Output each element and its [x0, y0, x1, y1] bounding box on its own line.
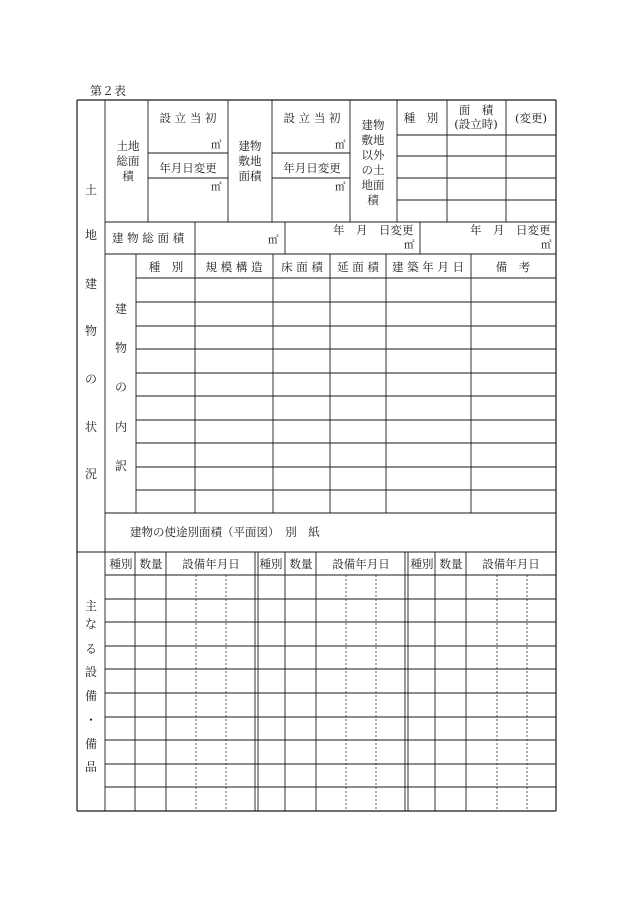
- land-initial-unit: ㎡: [211, 139, 222, 151]
- other-land-area-subheader: (設立時): [454, 117, 498, 131]
- usage-area-note: 建物の使途別面積（平面図） 別 紙: [130, 525, 320, 539]
- equip-header-qty-1: 数量: [139, 557, 163, 571]
- building-site-area-label: 建物 敷地 面積: [238, 139, 262, 183]
- building-total-change-2-unit: ㎡: [541, 239, 552, 251]
- details-header-scale: 規 模 構 造: [205, 260, 263, 274]
- building-total-area-label: 建 物 総 面 積: [112, 231, 185, 245]
- site-initial-label: 設 立 当 初: [283, 111, 341, 125]
- equip-header-date-3: 設備年月日: [482, 557, 540, 571]
- site-change-label: 年月日変更: [283, 161, 341, 175]
- details-header-kind: 種 別: [148, 260, 184, 274]
- other-land-area-label: 建物 敷地 以外 の土 地面 積: [361, 118, 385, 207]
- building-total-change-1-unit: ㎡: [404, 239, 415, 251]
- land-initial-label: 設 立 当 初: [159, 111, 217, 125]
- land-total-area-label: 土地 総面 積: [116, 139, 140, 183]
- equip-header-kind-1: 種別: [109, 557, 133, 571]
- building-total-change-2: 年 月 日変更: [470, 223, 551, 237]
- details-header-built-date: 建 築 年 月 日: [391, 260, 465, 274]
- building-total-change-1: 年 月 日変更: [333, 223, 414, 237]
- site-initial-unit: ㎡: [335, 139, 346, 151]
- form-number: 第２表: [90, 84, 127, 98]
- other-land-kind-header: 種 別: [403, 111, 439, 125]
- other-land-area-header: 面 積: [458, 103, 494, 117]
- equip-header-kind-3: 種別: [410, 557, 434, 571]
- equip-header-date-1: 設備年月日: [182, 557, 240, 571]
- land-change-unit: ㎡: [211, 181, 222, 193]
- equip-header-qty-3: 数量: [439, 557, 463, 571]
- site-change-unit: ㎡: [335, 181, 346, 193]
- building-total-area-unit: ㎡: [268, 234, 279, 246]
- details-header-total-area: 延 面 積: [337, 260, 379, 274]
- land-change-label: 年月日変更: [159, 161, 217, 175]
- details-header-remarks: 備 考: [495, 260, 531, 274]
- equip-header-qty-2: 数量: [289, 557, 313, 571]
- equip-header-date-2: 設備年月日: [332, 557, 390, 571]
- details-header-floor-area: 床 面 積: [281, 260, 323, 274]
- other-land-change-header: (変更): [515, 111, 547, 125]
- equip-header-kind-2: 種別: [259, 557, 283, 571]
